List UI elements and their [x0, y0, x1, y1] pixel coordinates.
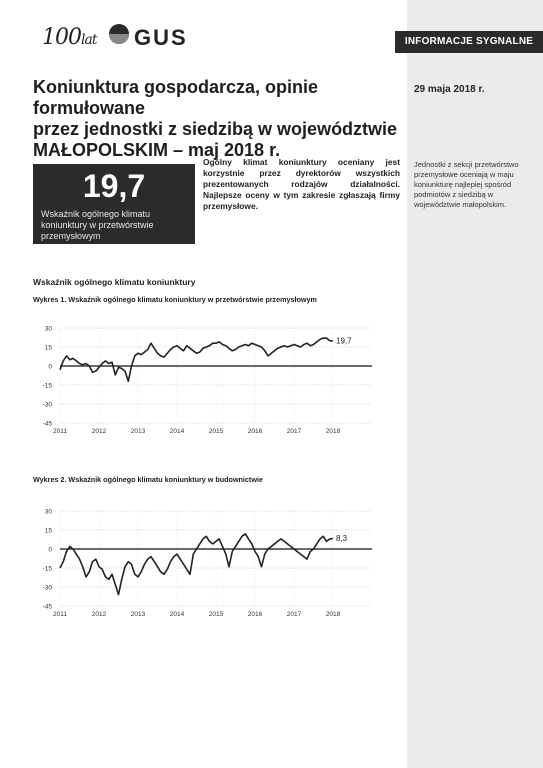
publication-date: 29 maja 2018 r.: [414, 84, 485, 95]
logo-gus-text: GUS: [134, 25, 188, 50]
series-line: [60, 534, 333, 595]
x-tick-label: 2016: [247, 611, 263, 618]
kpi-label: Wskaźnik ogólnego klimatu koniunktury w przetwórstwie przemysłowym: [41, 209, 154, 241]
x-tick-label: 2012: [91, 611, 107, 618]
y-tick-label: 30: [44, 325, 52, 333]
x-tick-label: 2017: [286, 428, 302, 435]
side-note: Jednostki z sekcji przetwórstwo przemysłowe oceniają w maju koniunkturę najlepiej spośród podmiotów z siedzibą w województwie małopolskim.: [414, 160, 519, 209]
chart-2-plot: [30, 501, 380, 623]
y-tick-label: -30: [42, 401, 52, 409]
x-tick-label: 2015: [208, 611, 224, 618]
x-tick-label: 2017: [286, 611, 302, 618]
chart-1-title: Wykres 1. Wskaźnik ogólnego klimatu koniunktury w przetwórstwie przemysłowym: [33, 295, 317, 304]
x-tick-label: 2018: [325, 611, 341, 618]
title-line: przez jednostki z siedzibą w województwie: [33, 119, 398, 139]
lead-paragraph: Ogólny klimat koniunktury oceniany jest korzystnie przez dyrektorów wszystkich prezentowanych rodzajów działalności. Najlepsze oceny w tym zakresie zgłaszają firmy przemysłowe.: [203, 157, 400, 211]
gus-logo-icon: [108, 23, 130, 45]
x-tick-label: 2014: [169, 428, 185, 435]
x-tick-label: 2011: [53, 611, 67, 618]
section-title: Wskaźnik ogólnego klimatu koniunktury: [33, 277, 196, 287]
x-tick-label: 2016: [247, 428, 263, 435]
x-tick-label: 2013: [130, 611, 146, 618]
y-tick-label: -15: [42, 565, 52, 573]
x-tick-label: 2012: [91, 428, 107, 435]
page-title: [33, 77, 403, 161]
x-tick-label: 2015: [208, 428, 224, 435]
y-tick-label: -45: [42, 420, 52, 428]
kpi-box: [33, 164, 195, 244]
y-tick-label: -45: [42, 603, 52, 611]
series-line: [60, 338, 333, 381]
x-tick-label: 2011: [53, 428, 67, 435]
y-tick-label: 0: [48, 546, 52, 554]
title-line: MAŁOPOLSKIM – maj 2018 r.: [33, 140, 281, 160]
x-tick-label: 2014: [169, 611, 185, 618]
end-value-label: 8,3: [336, 533, 348, 543]
chart-2-title: Wykres 2. Wskaźnik ogólnego klimatu koniunktury w budownictwie: [33, 475, 263, 484]
x-tick-label: 2013: [130, 428, 146, 435]
sidebar-panel: [407, 0, 543, 768]
kpi-value: 19,7: [82, 168, 146, 204]
chart-1-plot: [30, 318, 380, 440]
title-line: Koniunktura gospodarcza, opinie formułowane: [33, 77, 319, 118]
y-tick-label: 30: [44, 508, 52, 516]
y-tick-label: -15: [42, 382, 52, 390]
information-badge: INFORMACJE SYGNALNE: [395, 31, 543, 53]
x-tick-label: 2018: [325, 428, 341, 435]
y-tick-label: -30: [42, 584, 52, 592]
y-tick-label: 15: [44, 527, 52, 535]
logo-100-text: 100lat: [42, 25, 97, 50]
y-tick-label: 0: [48, 363, 52, 371]
end-value-label: 19,7: [336, 336, 352, 346]
y-tick-label: 15: [44, 344, 52, 352]
